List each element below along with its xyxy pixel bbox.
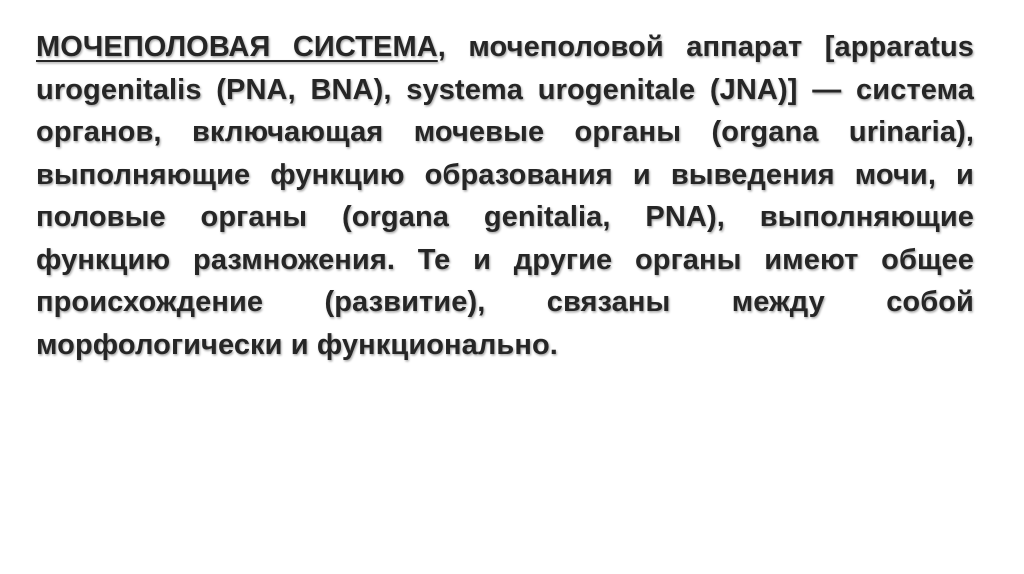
term-heading: МОЧЕПОЛОВАЯ СИСТЕМА [36,31,438,63]
definition-paragraph [36,26,974,366]
definition-text: , мочеполовой аппарат [apparatus urogenitalis (PNA, BNA), systema urogenitale (JNA)] — система органов, включающая мочевые органы (organa urinaria), выполняющие функцию образования и выведения мочи, и половые органы (organa genitalia, PNA), выполняющие функцию размножения. Те и другие органы имеют общее происхождение (развитие), связаны между собой морфологически и функционально. [36,31,974,361]
